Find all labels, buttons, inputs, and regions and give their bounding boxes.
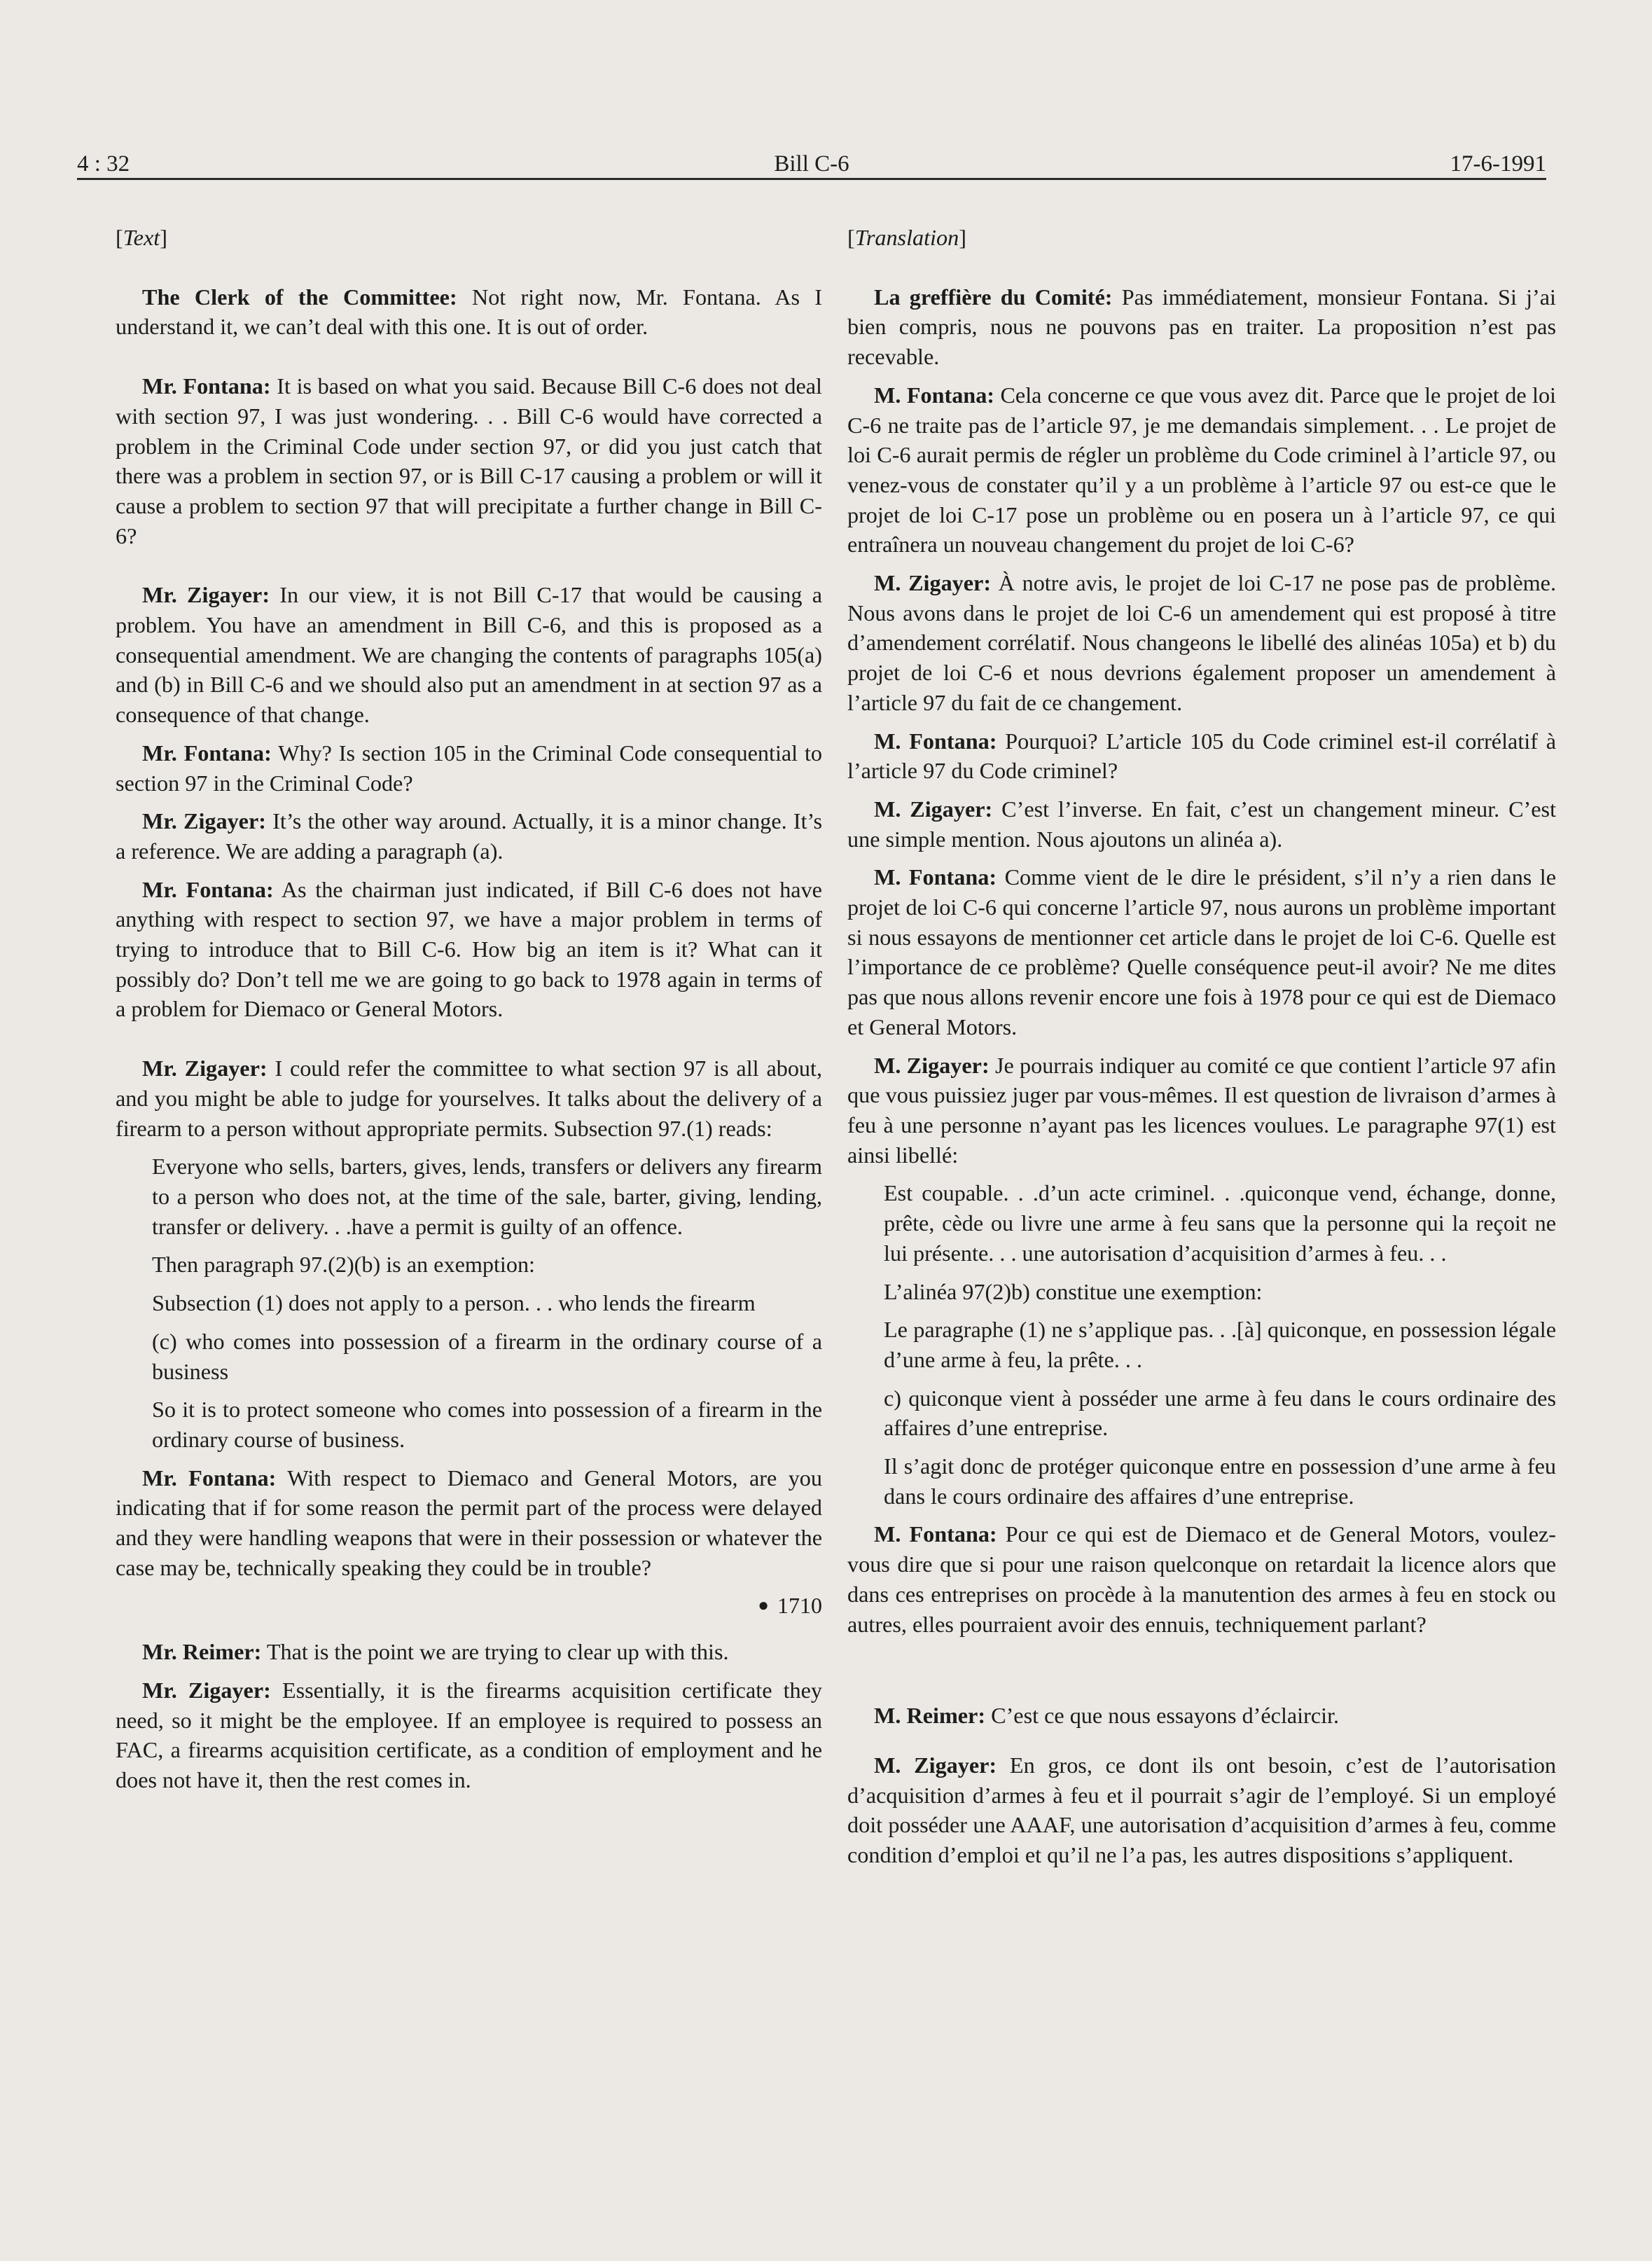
statute-explanation: So it is to protect someone who comes into possession of a firearm in the ordinary course of business. [152, 1397, 822, 1452]
statute-intro: Then paragraph 97.(2)(b) is an exemption: [152, 1252, 535, 1278]
quoted-statute: Le paragraphe (1) ne s’applique pas. . .[à] quiconque, en possession légale d’une arme à feu, la prête. . . [884, 1317, 1556, 1372]
speech-paragraph: Mr. Fontana: With respect to Diemaco and General Motors, are you indicating that if for some reason the permit part of the process were delayed and they were handling weapons that were in their possession or whatever the case may be, technically speaking they could be in trouble? [116, 1465, 822, 1580]
speech-paragraph: Mr. Zigayer: It’s the other way around. Actually, it is a minor change. It’s a reference. We are adding a paragraph (a). [116, 808, 823, 864]
speech-paragraph: Mr. Zigayer: In our view, it is not Bill C-17 that would be causing a problem. You have an amendment in Bill C-6, and this is proposed as a consequential amendment. We are changing the contents of paragraphs 105(a) and (b) in Bill C-6 and we should also put an amendment in at section 97 as a consequence of that change. [116, 582, 823, 728]
quoted-statute: Subsection (1) does not apply to a person. . . who lends the firearm [152, 1290, 756, 1316]
speech-paragraph: M. Zigayer: Je pourrais indiquer au comité ce que contient l’article 97 afin que vous puissiez juger par vous-mêmes. Il est question de livraison d’armes à feu à une personne n’ayant pas les licences voulues. Le paragraphe 97(1) est ainsi libellé: [847, 1052, 1557, 1168]
speech-paragraph: M. Fontana: Cela concerne ce que vous avez dit. Parce que le projet de loi C-6 ne traite pas de l’article 97, je me demandais simplement. . . Le projet de loi C-6 aurait permis de régler un problème du Code criminel à l’article 97, ou venez-vous de constater qu’il y a un problème à l’article 97 ou est-ce que le projet de loi C-17 pose un problème ou en posera un à l’article 97, ce qui entraînera un nouveau changement du projet de loi C-6? [847, 382, 1557, 558]
bullet-icon: ● [758, 1595, 769, 1616]
quoted-statute: c) quiconque vient à posséder une arme à feu dans le cours ordinaire des affaires d’une entreprise. [884, 1385, 1556, 1441]
english-column [116, 223, 822, 1804]
statute-explanation: Il s’agit donc de protéger quiconque entre en possession d’une arme à feu dans le cours ordinaire des affaires d’une entreprise. [884, 1453, 1556, 1509]
bill-title: Bill C-6 [774, 151, 849, 177]
page-number: 4 : 32 [77, 151, 130, 177]
quoted-statute: (c) who comes into possession of a firearm in the ordinary course of a business [152, 1328, 822, 1384]
speech-paragraph: Mr. Fontana: As the chairman just indicated, if Bill C-6 does not have anything with respect to section 97, we have a major problem in terms of trying to introduce that to Bill C-6. How big an item is it? What can it possibly do? Don’t tell me we are going to go back to 1978 again in terms of a problem for Diemaco or General Motors. [116, 876, 822, 1022]
speech-paragraph: Mr. Fontana: Why? Is section 105 in the Criminal Code consequential to section 97 in the Criminal Code? [116, 740, 823, 796]
speech-paragraph: Mr. Reimer: That is the point we are trying to clear up with this. [142, 1639, 729, 1665]
statute-intro: L’alinéa 97(2)b) constitue une exemption: [884, 1278, 1263, 1304]
speech-paragraph: M. Fontana: Pour ce qui est de Diemaco et de General Motors, voulez-vous dire que si pour une raison quelconque on retardait la licence alors que dans ces entreprises on procède à la manutention des armes à feu en stock ou autres, elles pourraient avoir des ennuis, techniquement parlant? [847, 1521, 1556, 1637]
french-column-label: [Translation] [847, 225, 966, 250]
page-date: 17-6-1991 [1450, 151, 1546, 177]
speech-paragraph: The Clerk of the Committee: Not right now, Mr. Fontana. As I understand it, we can’t deal with this one. It is out of order. [116, 284, 823, 340]
speech-paragraph: Mr. Zigayer: I could refer the committee to what section 97 is all about, and you might be able to judge for yourselves. It talks about the delivery of a firearm to a person without appropriate permits. Subsection 97.(1) reads: [116, 1056, 823, 1141]
page-header [77, 146, 1546, 180]
speech-paragraph: M. Reimer: C’est ce que nous essayons d’éclaircir. [874, 1703, 1340, 1729]
speech-paragraph: Mr. Fontana: It is based on what you said. Because Bill C-6 does not deal with section 97, I was just wondering. . . Bill C-6 would have corrected a problem in the Criminal Code under section 97, or did you just catch that there was a problem in section 97, or is Bill C-17 causing a problem or will it cause a problem to section 97 that will precipitate a further change in Bill C-6? [116, 373, 822, 548]
speech-paragraph: M. Zigayer: En gros, ce dont ils ont besoin, c’est de l’autorisation d’acquisition d’armes à feu et il pourrait s’agir de l’employé. Si un employé doit posséder une AAAF, une autorisation d’acquisition d’armes à feu, comme condition d’emploi et qu’il ne l’a pas, les autres dispositions s’appliquent. [847, 1752, 1557, 1868]
english-column-label: [Text] [116, 225, 167, 250]
speech-paragraph: La greffière du Comité: Pas immédiatement, monsieur Fontana. Si j’ai bien compris, nous ne pouvons pas en traiter. La proposition n’est pas recevable. [847, 284, 1556, 370]
french-column [847, 223, 1556, 1879]
spacer [847, 1647, 1556, 1681]
speech-paragraph: M. Fontana: Comme vient de le dire le président, s’il n’y a rien dans le projet de loi C-6 qui concerne l’article 97, nous aurons un problème important si nous essayons de mentionner cet article dans le projet de loi C-6. Quelle est l’importance de ce problème? Quelle conséquence peut-il avoir? Ne me dites pas que nous allons revenir encore une fois à 1978 pour ce qui est de Diemaco et General Motors. [847, 864, 1557, 1039]
quoted-statute: Everyone who sells, barters, gives, lends, transfers or delivers any firearm to a person who does not, at the time of the sale, barter, giving, lending, transfer or delivery. . .have a permit is guilty of an offence. [152, 1154, 822, 1239]
speech-paragraph: M. Fontana: Pourquoi? L’article 105 du Code criminel est-il corrélatif à l’article 97 du Code criminel? [847, 728, 1557, 784]
quoted-statute: Est coupable. . .d’un acte criminel. . .quiconque vend, échange, donne, prête, cède ou livre une arme à feu sans que la personne qui la reçoit ne lui présente. . . une autorisation d’acquisition d’armes à feu. . . [884, 1180, 1556, 1266]
speech-paragraph: M. Zigayer: À notre avis, le projet de loi C-17 ne pose pas de problème. Nous avons dans le projet de loi C-6 un amendement qui est proposé à titre d’amendement corrélatif. Nous changeons le libellé des alinéas 105a) et b) du projet de loi C-6 et nous devrions également proposer un amendement à l’article 97 du fait de ce changement. [847, 570, 1557, 715]
speech-paragraph: Mr. Zigayer: Essentially, it is the firearms acquisition certificate they need, so it might be the employee. If an employee is required to possess an FAC, a firearms acquisition certificate, as a condition of employment and he does not have it, then the rest comes in. [116, 1677, 822, 1792]
time-marker: ● 1710 [758, 1593, 822, 1619]
speech-paragraph: M. Zigayer: C’est l’inverse. En fait, c’est un changement mineur. C’est une simple mention. Nous ajoutons un alinéa a). [847, 796, 1557, 852]
